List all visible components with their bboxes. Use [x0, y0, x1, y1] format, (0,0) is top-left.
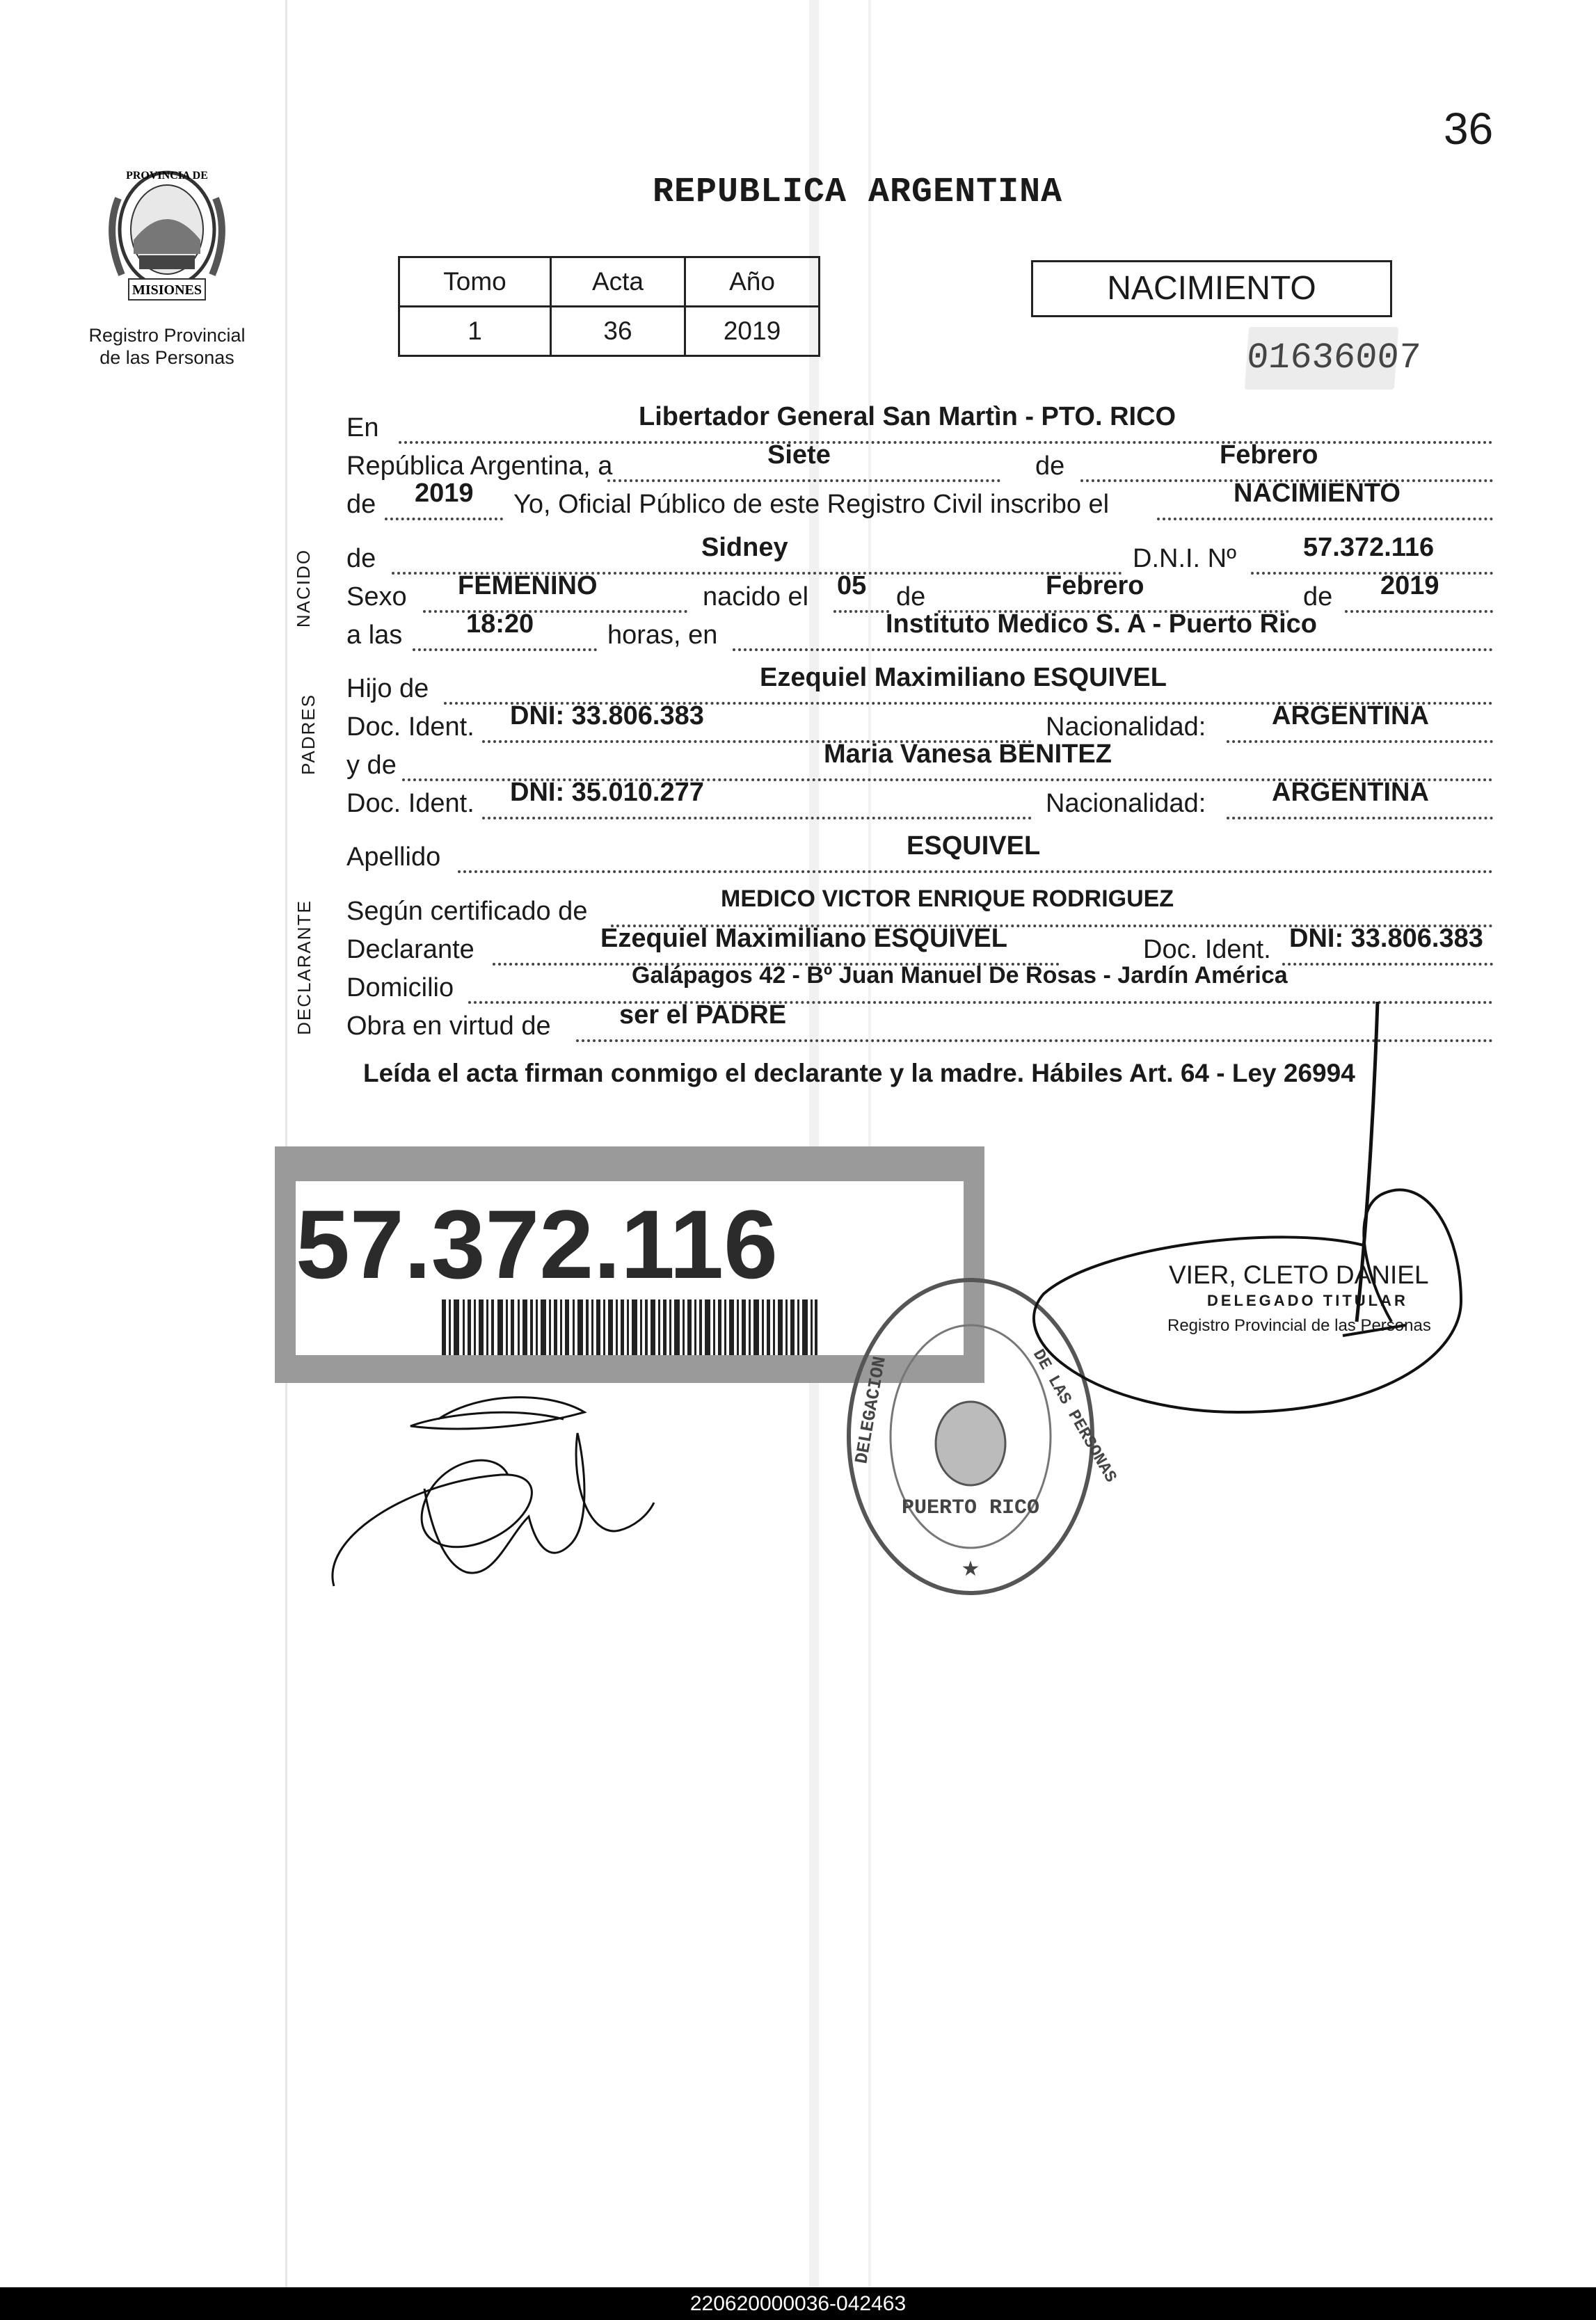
logo-caption-line1: Registro Provincial [88, 325, 246, 346]
logo-caption-line2: de las Personas [99, 347, 234, 368]
value-father-name: Ezequiel Maximiliano ESQUIVEL [760, 663, 1167, 692]
label-obra: Obra en virtud de [346, 1011, 551, 1041]
declarant-signature-icon [327, 1377, 675, 1607]
label-nac-mother: Nacionalidad: [1046, 789, 1206, 818]
row-time [346, 609, 1493, 657]
sticker-id-number: 57.372.116 [296, 1190, 778, 1299]
row-place [346, 402, 1493, 449]
side-label-declarante: DECLARANTE [293, 899, 314, 1035]
document-title: REPUBLICA ARGENTINA [653, 173, 1063, 212]
value-father-doc: DNI: 33.806.383 [510, 701, 704, 730]
value-sex: FEMENINO [458, 571, 598, 600]
label-doc-father: Doc. Ident. [346, 712, 474, 742]
registry-table [398, 256, 820, 357]
value-capacity: ser el PADRE [619, 1000, 787, 1030]
label-apellido: Apellido [346, 842, 441, 872]
value-mother-nationality: ARGENTINA [1272, 778, 1429, 807]
svg-text:DE LAS PERSONAS: DE LAS PERSONAS [1028, 1346, 1120, 1487]
value-month: Febrero [1220, 440, 1318, 470]
side-label-nacido: NACIDO [293, 548, 314, 628]
page-number: 36 [1444, 104, 1494, 154]
label-oficial: Yo, Oficial Público de este Registro Civil inscribo el [513, 490, 1110, 519]
value-day: Siete [767, 440, 831, 470]
table-value-anio: 2019 [685, 307, 820, 356]
officer-role: DELEGADO TITULAR [1207, 1292, 1408, 1309]
table-header-anio: Año [685, 257, 820, 307]
label-de-month: de [896, 582, 926, 611]
svg-text:PUERTO RICO: PUERTO RICO [901, 1496, 1040, 1520]
value-birth-time: 18:20 [466, 609, 534, 639]
registry-logo [70, 157, 264, 369]
svg-text:★: ★ [961, 1558, 980, 1581]
value-birth-year: 2019 [1380, 571, 1439, 600]
label-de: de [1035, 451, 1065, 481]
logo-caption [70, 324, 264, 369]
table-header-acta: Acta [551, 257, 685, 307]
label-republica: República Argentina, a [346, 451, 613, 481]
label-dni: D.N.I. Nº [1133, 544, 1236, 573]
value-place: Libertador General San Martìn - PTO. RICO [639, 402, 1176, 431]
label-doc-declarant: Doc. Ident. [1143, 935, 1271, 964]
label-hijo: Hijo de [346, 674, 429, 703]
svg-text:DELEGACION: DELEGACION [851, 1354, 891, 1466]
row-inscribo [346, 479, 1493, 526]
side-label-padres: PADRES [298, 694, 319, 775]
label-domicilio: Domicilio [346, 973, 454, 1002]
value-birth-day: 05 [837, 571, 867, 600]
label-y-de: y de [346, 751, 397, 780]
provincial-seal-icon [90, 157, 244, 317]
value-name: Sidney [701, 533, 788, 562]
value-year: 2019 [415, 479, 474, 508]
value-declarant-doc: DNI: 33.806.383 [1289, 924, 1483, 953]
officer-signature-icon [1016, 995, 1475, 1440]
label-doc-mother: Doc. Ident. [346, 789, 474, 818]
svg-text:PROVINCIA DE: PROVINCIA DE [126, 170, 208, 182]
value-declarant: Ezequiel Maximiliano ESQUIVEL [600, 924, 1007, 953]
footer-id: 220620000036-042463 [0, 2287, 1596, 2320]
label-horas: horas, en [607, 621, 718, 650]
row-surname [346, 831, 1493, 879]
svg-text:MISIONES: MISIONES [131, 282, 202, 298]
label-en: En [346, 413, 379, 442]
value-birth-place: Instituto Medico S. A - Puerto Rico [886, 609, 1317, 639]
closing-text: Leída el acta firman conmigo el declarante y la madre. Hábiles Art. 64 - Ley 26994 [363, 1059, 1355, 1087]
label-de-year2: de [1303, 582, 1333, 611]
label-sexo: Sexo [346, 582, 407, 611]
value-mother-doc: DNI: 35.010.277 [510, 778, 704, 807]
barcode-icon [442, 1299, 817, 1355]
officer-office: Registro Provincial de las Personas [1167, 1316, 1431, 1335]
value-father-nationality: ARGENTINA [1272, 701, 1429, 730]
value-birth-month: Febrero [1046, 571, 1144, 600]
value-surname: ESQUIVEL [907, 831, 1041, 861]
value-dni: 57.372.116 [1303, 533, 1435, 562]
value-certificate: MEDICO VICTOR ENRIQUE RODRIGUEZ [721, 886, 1174, 912]
label-declarante: Declarante [346, 935, 474, 964]
label-nac-father: Nacionalidad: [1046, 712, 1206, 742]
fold-line [285, 0, 287, 2287]
label-de-year: de [346, 490, 376, 519]
label-certificado: Según certificado de [346, 897, 588, 926]
officer-name: VIER, CLETO DANIEL [1169, 1261, 1429, 1289]
act-type-box: NACIMIENTO [1031, 260, 1392, 317]
fold-line [868, 0, 871, 2287]
label-nacido: nacido el [703, 582, 809, 611]
label-de-name: de [346, 544, 376, 573]
value-mother-name: Maria Vanesa BENITEZ [824, 739, 1112, 769]
value-address: Galápagos 42 - Bº Juan Manuel De Rosas - Jardín América [632, 962, 1288, 989]
table-header-tomo: Tomo [399, 257, 551, 307]
value-act-inscribed: NACIMIENTO [1234, 479, 1401, 508]
table-value-tomo: 1 [399, 307, 551, 356]
label-a-las: a las [346, 621, 403, 650]
table-value-acta: 36 [551, 307, 685, 356]
row-mother-doc [346, 778, 1493, 825]
serial-number: 01636007 [1245, 327, 1398, 390]
